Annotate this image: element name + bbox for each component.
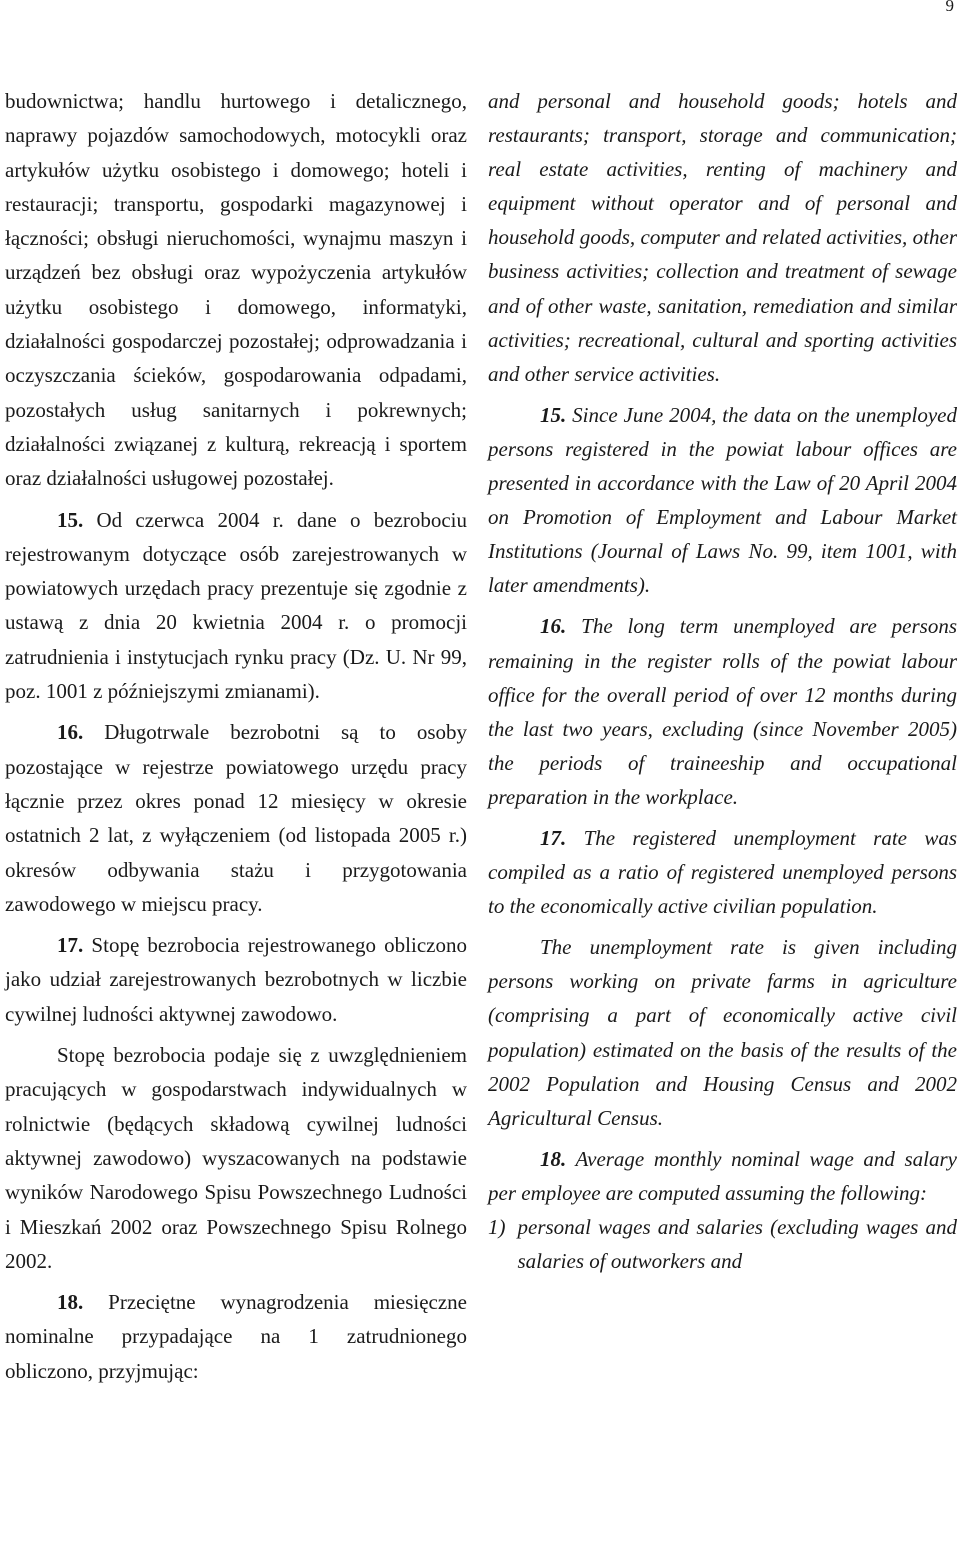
en-paragraph-18-text: Average monthly nominal wage and salary per employee are computed assuming the following: <box>488 1146 957 1205</box>
pl-paragraph-18 <box>5 1285 467 1388</box>
english-column <box>488 84 957 1278</box>
en-list-item-1-text: personal wages and salaries (excluding wages and salaries of outworkers and <box>517 1215 957 1274</box>
en-paragraph-17b: The unemployment rate is given including persons working on private farms in agriculture (comprising a part of economically active civil population) estimated on the basis of the results of the 2002 Population and Housing Census and 2002 Agricultural Census. <box>488 935 957 1130</box>
en-paragraph-16-number: 16. <box>540 614 567 639</box>
pl-paragraph-17-text: Stopę bezrobocia rejestrowanego obliczono jako udział zarejestrowanych bezrobotnych w liczbie cywilnej ludności aktywnej zawodowo. <box>5 933 467 1026</box>
pl-paragraph-17-number: 17. <box>57 933 84 958</box>
pl-paragraph-15-number: 15. <box>57 507 84 532</box>
en-paragraph-15 <box>488 398 957 603</box>
en-paragraph-15-number: 15. <box>540 402 567 427</box>
en-paragraph-18-number: 18. <box>540 1146 567 1171</box>
en-paragraph-17-text: The registered unemployment rate was compiled as a ratio of registered unemployed persons to the economically active civilian population. <box>488 825 957 919</box>
pl-paragraph-15 <box>5 503 467 709</box>
pl-paragraph-18-text: Przeciętne wynagrodzenia miesięczne nominalne przypadające na 1 zatrudnionego obliczono, przyjmując: <box>5 1290 467 1383</box>
en-paragraph-17-number: 17. <box>540 825 567 850</box>
polish-column <box>5 84 467 1388</box>
en-paragraph-16-text: The long term unemployed are persons remaining in the register rolls of the powiat labour office for the overall period of over 12 months during the last two years, excluding (since November 2005) the periods of traineeship and occupational preparation in the workplace. <box>488 614 957 809</box>
en-list-item-1-marker: 1) <box>488 1215 506 1239</box>
en-paragraph-15-text: Since June 2004, the data on the unemployed persons registered in the powiat labour offices are presented in accordance with the Law of 20 April 2004 on Promotion of Employment and Labour Market Institutions (Journal of Laws No. 99, item 1001, with later amendments). <box>488 402 957 598</box>
pl-paragraph-16 <box>5 715 467 921</box>
en-paragraph-18 <box>488 1142 957 1210</box>
en-intro-paragraph: and personal and household goods; hotels and restaurants; transport, storage and communication; real estate activities, renting of machinery and equipment without operator and of personal and household goods, computer and related activities, other business activities; collection and treatment of sewage and of other waste, sanitation, remediation and similar activities; recreational, cultural and sporting activities and other service activities. <box>488 89 957 386</box>
pl-paragraph-16-number: 16. <box>57 720 84 745</box>
pl-paragraph-16-text: Długotrwale bezrobotni są to osoby pozostające w rejestrze powiatowego urzędu pracy łącznie przez okres ponad 12 miesięcy w okresie ostatnich 2 lat, z wyłączeniem (od listopada 2005 r.) okresów odbywania stażu i przygotowania zawodowego w miejscu pracy. <box>5 720 467 916</box>
en-paragraph-17 <box>488 821 957 923</box>
pl-paragraph-15-text: Od czerwca 2004 r. dane o bezrobociu rejestrowanym dotyczące osób zarejestrowanych w powiatowych urzędach pracy prezentuje się zgodnie z ustawą z dnia 20 kwietnia 2004 r. o promocji zatrudnienia i instytucjach rynku pracy (Dz. U. Nr 99, poz. 1001 z późniejszymi zmianami). <box>5 507 467 704</box>
pl-intro-paragraph: budownictwa; handlu hurtowego i detalicznego, naprawy pojazdów samochodowych, motocykli oraz artykułów użytku osobistego i domowego; hoteli i restauracji; transportu, gospodarki magazynowej i łączności; obsługi nieruchomości, wynajmu maszyn i urządzeń bez obsługi oraz wypożyczenia artykułów użytku osobistego i domowego, informatyki, działalności gospodarczej pozostałej; odprowadzania i oczyszczania ścieków, gospodarowania odpadami, pozostałych usług sanitarnych i pokrewnych; działalności związanej z kulturą, rekreacją i sportem oraz działalności usługowej pozostałej. <box>5 89 467 491</box>
page-number: 9 <box>945 0 954 15</box>
pl-paragraph-17b: Stopę bezrobocia podaje się z uwzględnieniem pracujących w gospodarstwach indywidualnych w rolnictwie (będących składową cywilnej ludności aktywnej zawodowo) wyszacowanych na podstawie wyników Narodowego Spisu Powszechnego Ludności i Mieszkań 2002 oraz Powszechnego Spisu Rolnego 2002. <box>5 1043 467 1273</box>
pl-paragraph-18-number: 18. <box>57 1290 84 1315</box>
en-list-item-1 <box>488 1210 957 1278</box>
en-paragraph-16 <box>488 609 957 814</box>
pl-paragraph-17 <box>5 928 467 1031</box>
